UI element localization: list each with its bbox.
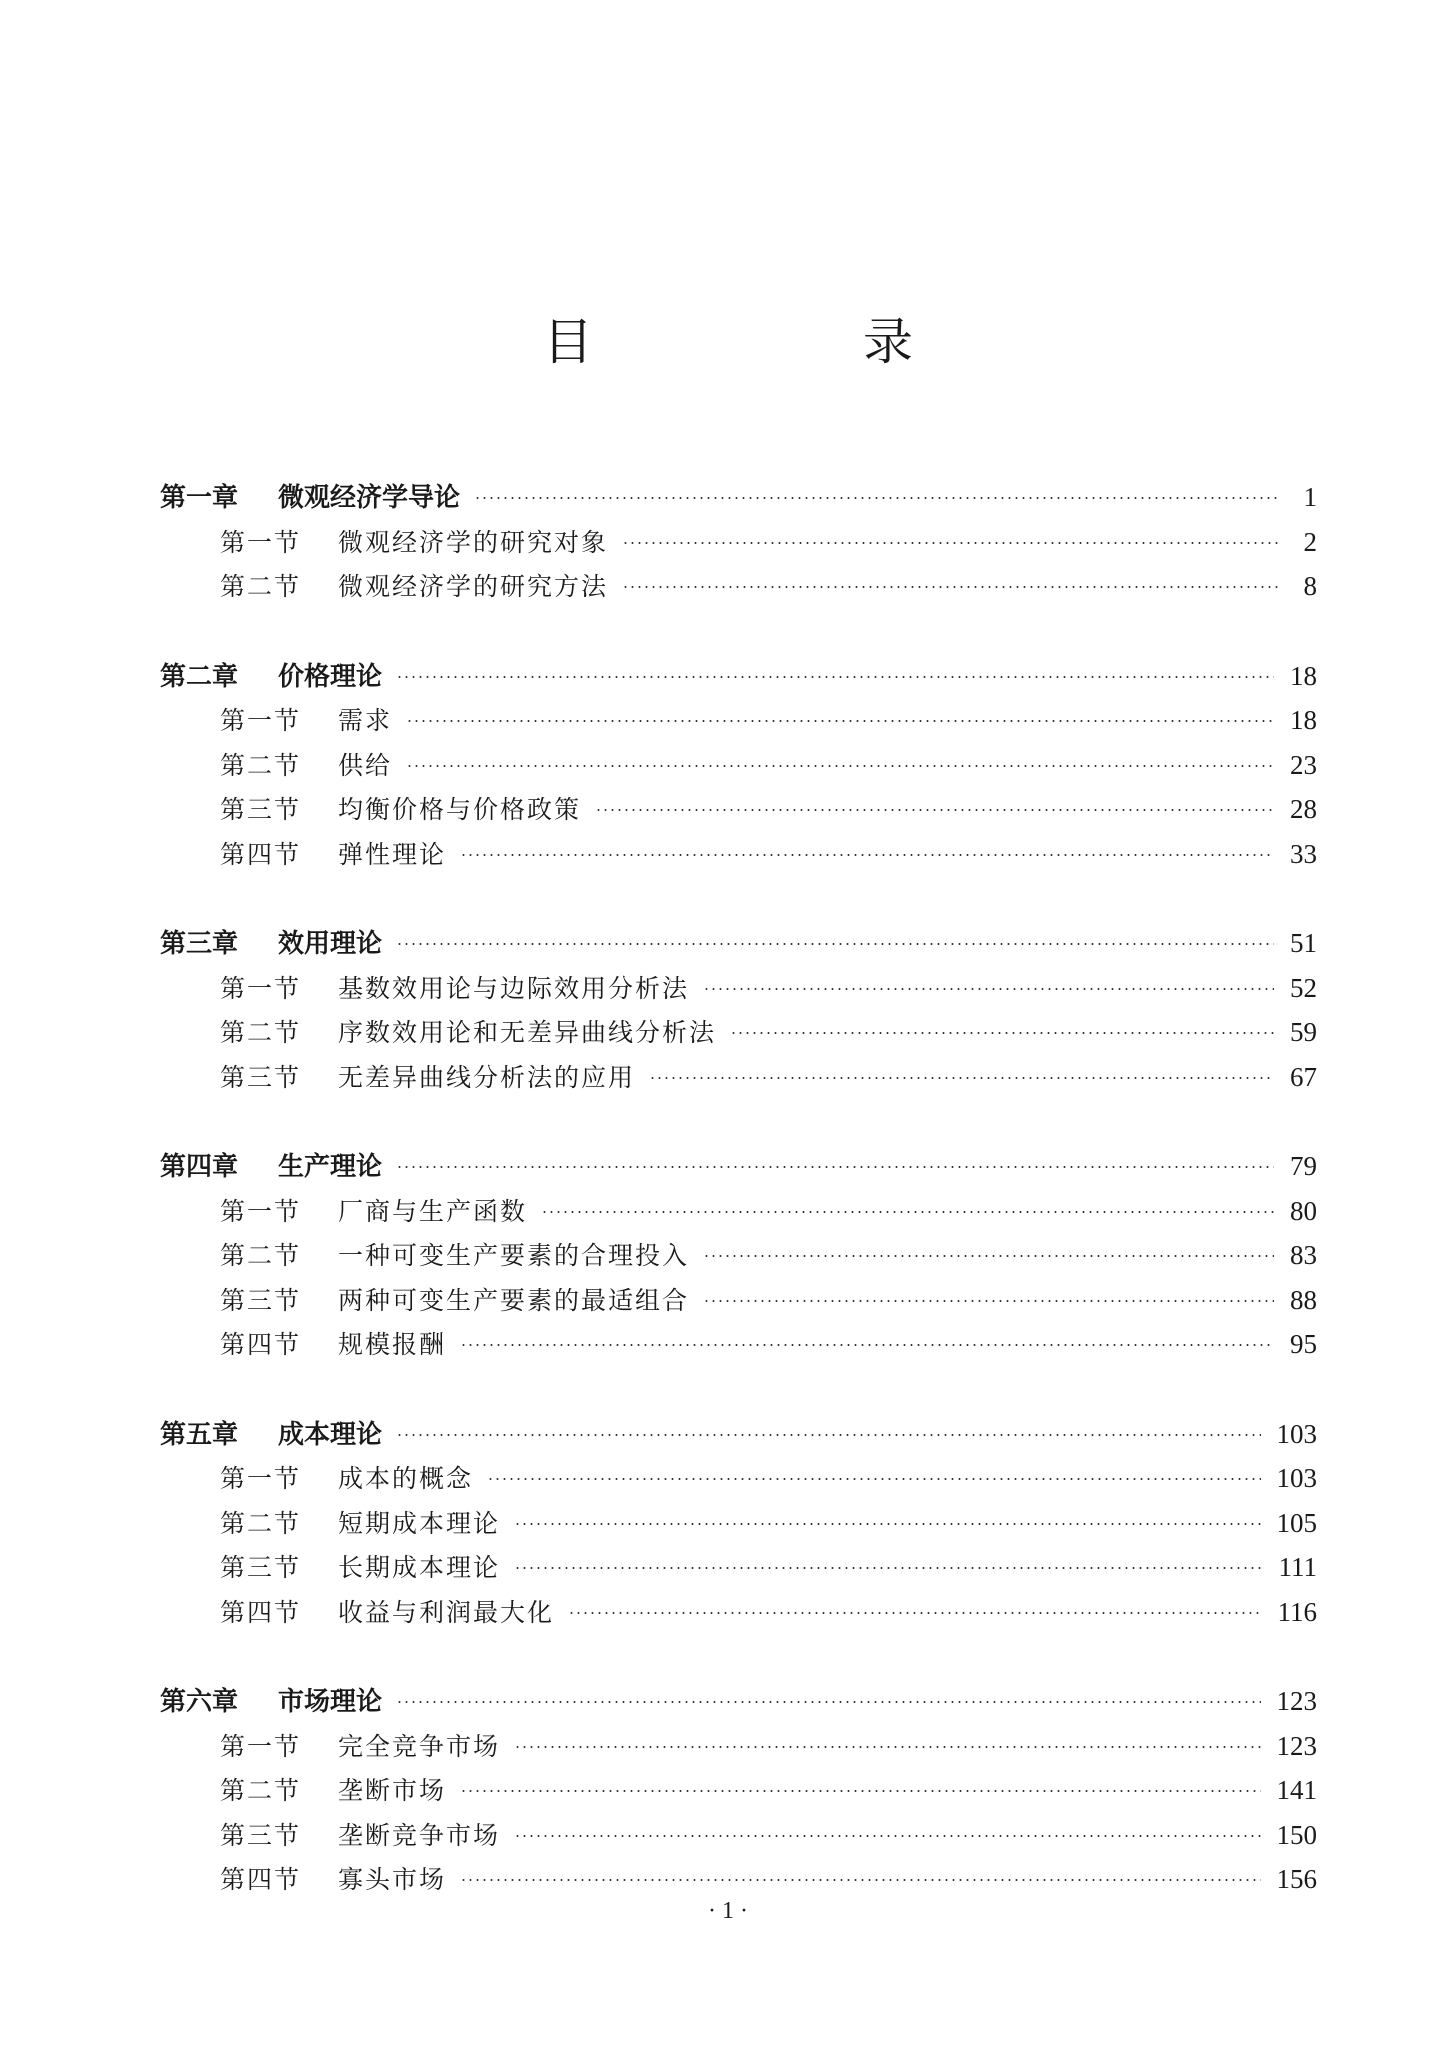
chapter-4 xyxy=(160,1144,1317,1367)
dot-leader xyxy=(649,1077,1274,1079)
section-entry[interactable] xyxy=(160,1322,1317,1367)
section-entry[interactable] xyxy=(160,1724,1317,1769)
section-number: 第三节 xyxy=(220,1062,302,1092)
chapter-entry[interactable] xyxy=(160,1679,1317,1724)
section-title: 微观经济学的研究对象 xyxy=(338,527,609,557)
section-entry[interactable] xyxy=(160,1813,1317,1858)
chapter-number: 第六章 xyxy=(160,1687,239,1717)
section-entry[interactable] xyxy=(160,787,1317,832)
section-title: 弹性理论 xyxy=(338,839,447,869)
page-number: 150 xyxy=(1276,1819,1317,1850)
chapter-2 xyxy=(160,654,1317,877)
section-entry[interactable] xyxy=(160,1501,1317,1546)
dot-leader xyxy=(622,542,1281,544)
section-entry[interactable] xyxy=(160,564,1317,609)
dot-leader xyxy=(514,1567,1262,1569)
section-number: 第二节 xyxy=(220,1508,302,1538)
section-title: 规模报酬 xyxy=(338,1330,447,1359)
page-number: 67 xyxy=(1290,1061,1317,1092)
page-number: 2 xyxy=(1303,526,1317,557)
section-title: 需求 xyxy=(338,706,393,735)
page-number: 1 xyxy=(1303,482,1317,512)
chapter-title: 生产理论 xyxy=(278,1152,383,1182)
section-number: 第二节 xyxy=(220,572,302,601)
chapter-title: 效用理论 xyxy=(278,929,383,959)
chapter-title: 价格理论 xyxy=(278,661,383,692)
dot-leader xyxy=(703,1255,1274,1257)
section-title: 成本的概念 xyxy=(338,1464,474,1493)
chapter-number: 第三章 xyxy=(160,929,239,959)
chapter-number: 第二章 xyxy=(160,661,239,692)
section-entry[interactable] xyxy=(160,1857,1317,1902)
chapter-entry[interactable] xyxy=(160,1144,1317,1189)
page-title: 目 录 xyxy=(543,313,1023,371)
dot-leader xyxy=(460,1344,1274,1346)
section-entry[interactable] xyxy=(160,1590,1317,1635)
section-number: 第一节 xyxy=(220,706,302,735)
section-entry[interactable] xyxy=(160,832,1317,877)
page-number: 141 xyxy=(1276,1775,1317,1805)
chapter-title: 市场理论 xyxy=(278,1687,383,1717)
section-number: 第二节 xyxy=(220,1241,302,1270)
page-number: 80 xyxy=(1290,1195,1317,1226)
section-number: 第四节 xyxy=(220,839,302,869)
chapter-6 xyxy=(160,1679,1317,1902)
section-entry[interactable] xyxy=(160,520,1317,565)
chapter-number: 第四章 xyxy=(160,1152,239,1182)
section-title: 长期成本理论 xyxy=(338,1553,501,1582)
page-number: 116 xyxy=(1277,1596,1317,1627)
page-number: 18 xyxy=(1290,660,1317,691)
section-number: 第一节 xyxy=(220,1464,302,1493)
chapter-entry[interactable] xyxy=(160,921,1317,966)
dot-leader xyxy=(703,1300,1274,1302)
section-entry[interactable] xyxy=(160,1189,1317,1234)
dot-leader xyxy=(460,1879,1260,1881)
page-number: 23 xyxy=(1290,749,1317,780)
section-title: 序数效用论和无差异曲线分析法 xyxy=(338,1018,717,1047)
chapter-number: 第五章 xyxy=(160,1419,239,1450)
page-number: 51 xyxy=(1290,928,1317,958)
chapter-title: 成本理论 xyxy=(278,1419,383,1450)
dot-leader xyxy=(514,1835,1260,1837)
section-number: 第四节 xyxy=(220,1330,302,1359)
section-title: 厂商与生产函数 xyxy=(338,1196,528,1226)
section-title: 供给 xyxy=(338,750,393,780)
dot-leader xyxy=(568,1612,1261,1614)
section-entry[interactable] xyxy=(160,966,1317,1011)
section-number: 第一节 xyxy=(220,1196,302,1226)
section-number: 第二节 xyxy=(220,1776,302,1805)
chapter-5 xyxy=(160,1412,1317,1635)
page-number: 79 xyxy=(1290,1151,1317,1181)
chapter-title: 微观经济学导论 xyxy=(278,483,461,513)
section-title: 无差异曲线分析法的应用 xyxy=(338,1062,636,1092)
dot-leader xyxy=(396,1434,1260,1436)
page-number: 18 xyxy=(1290,705,1317,735)
page-number: 105 xyxy=(1276,1507,1317,1538)
dot-leader xyxy=(514,1523,1260,1525)
chapter-entry[interactable] xyxy=(160,654,1317,699)
section-number: 第四节 xyxy=(220,1865,302,1894)
section-number: 第二节 xyxy=(220,750,302,780)
dot-leader xyxy=(595,809,1274,811)
section-number: 第一节 xyxy=(220,527,302,557)
page-number: 88 xyxy=(1290,1284,1317,1315)
section-entry[interactable] xyxy=(160,743,1317,788)
section-title: 垄断市场 xyxy=(338,1776,447,1805)
page-number: 83 xyxy=(1290,1240,1317,1270)
chapter-number: 第一章 xyxy=(160,483,239,513)
section-title: 完全竞争市场 xyxy=(338,1731,501,1761)
section-entry[interactable] xyxy=(160,698,1317,743)
section-entry[interactable] xyxy=(160,1278,1317,1323)
section-title: 寡头市场 xyxy=(338,1865,447,1894)
dot-leader xyxy=(396,1166,1274,1168)
page-number: 123 xyxy=(1276,1686,1317,1716)
dot-leader xyxy=(487,1478,1260,1480)
page-number: 103 xyxy=(1276,1418,1317,1449)
section-number: 第一节 xyxy=(220,973,302,1003)
dot-leader xyxy=(541,1211,1274,1213)
section-entry[interactable] xyxy=(160,1233,1317,1278)
chapter-1 xyxy=(160,475,1317,609)
section-title: 微观经济学的研究方法 xyxy=(338,572,609,601)
section-entry[interactable] xyxy=(160,1055,1317,1100)
section-number: 第三节 xyxy=(220,1285,302,1315)
chapter-3 xyxy=(160,921,1317,1099)
dot-leader xyxy=(622,586,1281,588)
section-number: 第二节 xyxy=(220,1018,302,1047)
page-number: 111 xyxy=(1278,1552,1317,1582)
page-number: 8 xyxy=(1303,571,1317,601)
dot-leader xyxy=(474,497,1281,499)
dot-leader xyxy=(703,988,1274,990)
section-title: 垄断竞争市场 xyxy=(338,1820,501,1850)
section-number: 第三节 xyxy=(220,1553,302,1582)
section-number: 第三节 xyxy=(220,1820,302,1850)
dot-leader xyxy=(396,1701,1260,1703)
section-entry[interactable] xyxy=(160,1545,1317,1590)
section-number: 第一节 xyxy=(220,1731,302,1761)
table-of-contents xyxy=(160,475,1317,1947)
chapter-entry[interactable] xyxy=(160,475,1317,520)
dot-leader xyxy=(460,854,1274,856)
chapter-entry[interactable] xyxy=(160,1412,1317,1457)
dot-leader xyxy=(460,1790,1260,1792)
page-number: 123 xyxy=(1276,1730,1317,1761)
page-number: 33 xyxy=(1290,838,1317,869)
section-title: 均衡价格与价格政策 xyxy=(338,795,582,824)
page-number: 156 xyxy=(1276,1864,1317,1894)
section-entry[interactable] xyxy=(160,1768,1317,1813)
section-number: 第四节 xyxy=(220,1597,302,1627)
page-footer-number: · 1 · xyxy=(708,1898,748,1924)
dot-leader xyxy=(406,720,1274,722)
page-number: 59 xyxy=(1290,1017,1317,1047)
dot-leader xyxy=(514,1746,1260,1748)
page-number: 28 xyxy=(1290,794,1317,824)
section-title: 基数效用论与边际效用分析法 xyxy=(338,973,690,1003)
page-number: 103 xyxy=(1276,1463,1317,1493)
section-title: 短期成本理论 xyxy=(338,1508,501,1538)
section-title: 一种可变生产要素的合理投入 xyxy=(338,1241,690,1270)
page-number: 52 xyxy=(1290,972,1317,1003)
section-entry[interactable] xyxy=(160,1456,1317,1501)
dot-leader xyxy=(730,1032,1274,1034)
section-number: 第三节 xyxy=(220,795,302,824)
page-number: 95 xyxy=(1290,1329,1317,1359)
section-title: 收益与利润最大化 xyxy=(338,1597,555,1627)
dot-leader xyxy=(396,676,1274,678)
section-title: 两种可变生产要素的最适组合 xyxy=(338,1285,690,1315)
section-entry[interactable] xyxy=(160,1010,1317,1055)
dot-leader xyxy=(396,943,1274,945)
dot-leader xyxy=(406,765,1274,767)
